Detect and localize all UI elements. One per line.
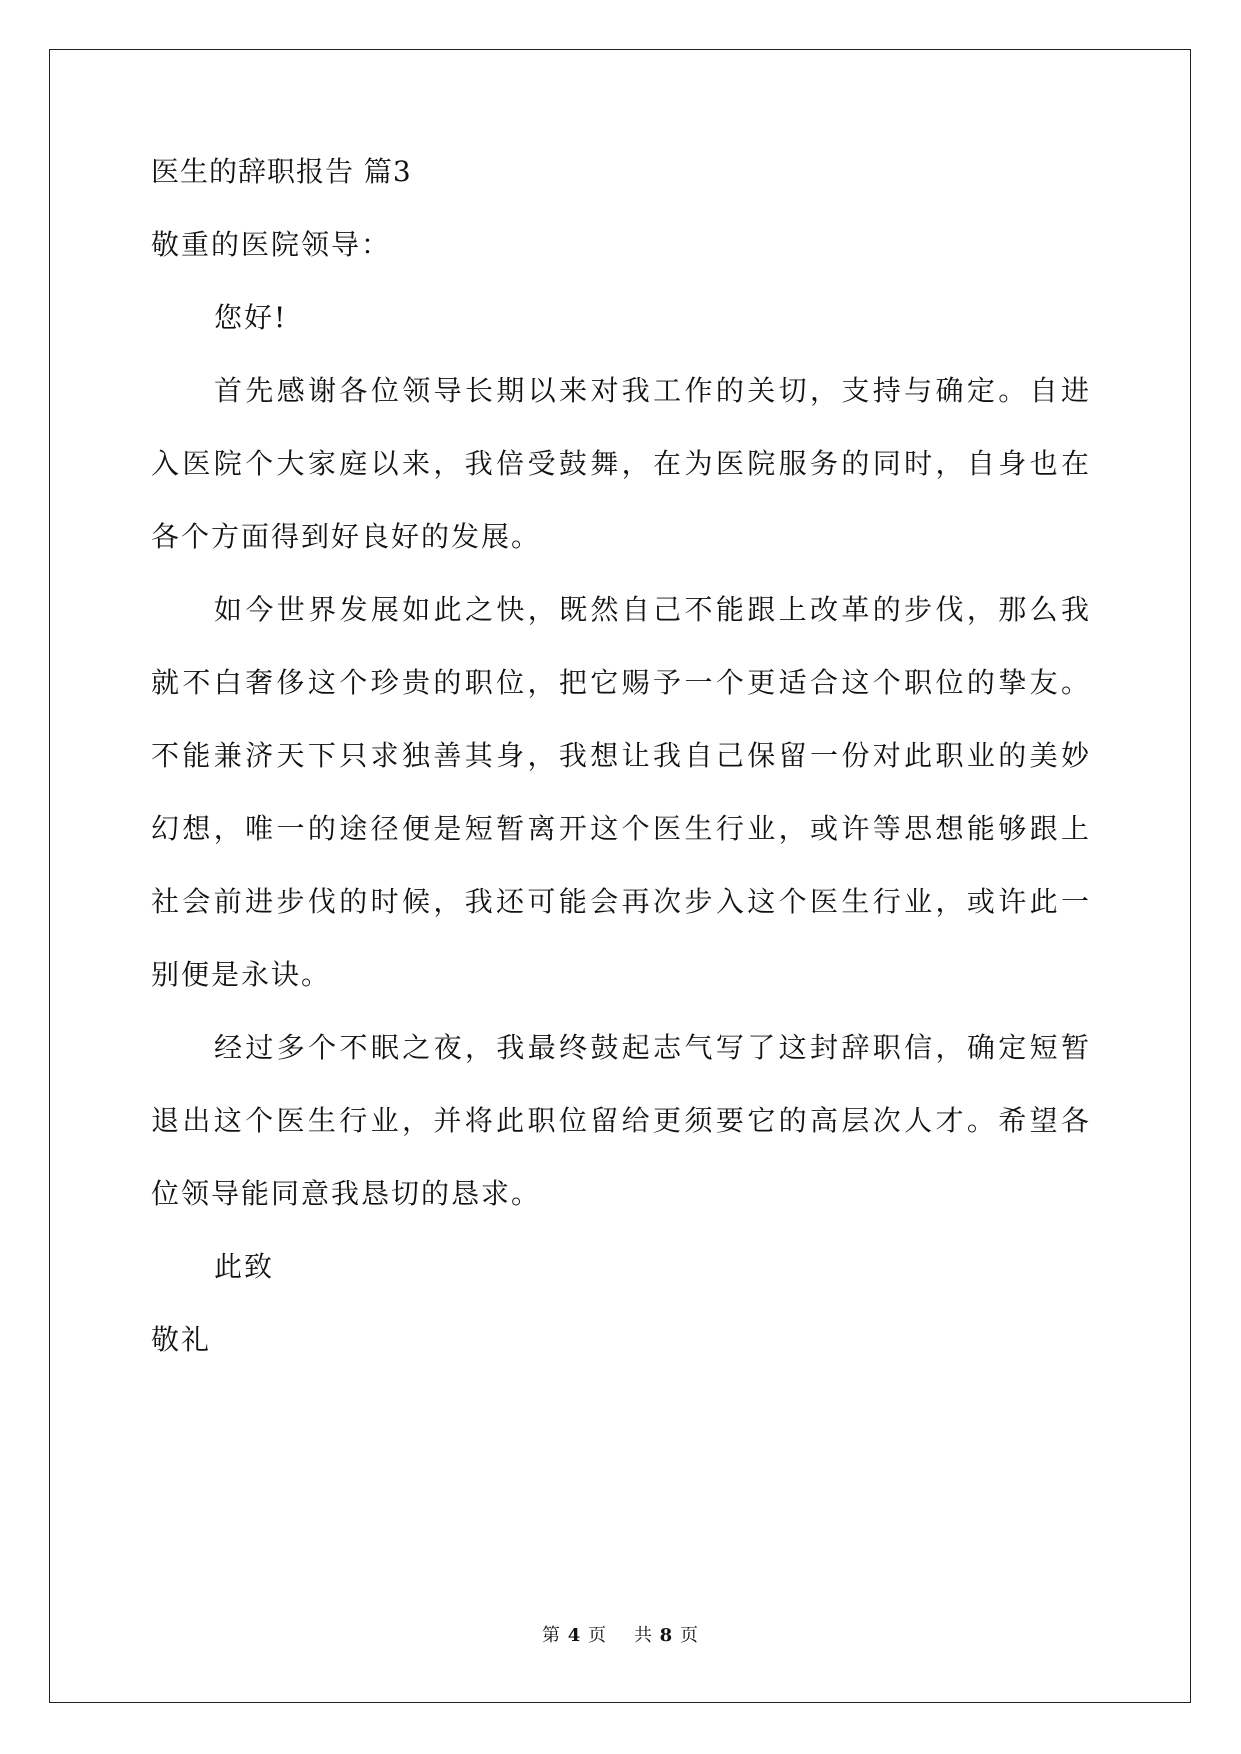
closing-jingli: 敬礼 <box>151 1323 212 1356</box>
document-title: 医生的辞职报告 篇3 <box>151 155 412 188</box>
paragraph-1-line-1: 首先感谢各位领导长期以来对我工作的关切，支持与确定。自进 <box>214 374 1091 407</box>
footer-total-prefix: 共 <box>633 1625 653 1646</box>
paragraph-2-line-1: 如今世界发展如此之快，既然自己不能跟上改革的步伐，那么我 <box>214 593 1091 626</box>
paragraph-3-line-2: 退出这个医生行业，并将此职位留给更须要它的高层次人才。希望各 <box>151 1104 1091 1137</box>
footer-prefix: 第 <box>542 1625 562 1646</box>
footer-page-unit: 页 <box>588 1625 608 1646</box>
paragraph-2-line-2: 就不白奢侈这个珍贵的职位，把它赐予一个更适合这个职位的挚友。 <box>151 666 1091 699</box>
paragraph-3-line-1: 经过多个不眠之夜，我最终鼓起志气写了这封辞职信，确定短暂 <box>214 1031 1091 1064</box>
paragraph-1-line-2: 入医院个大家庭以来，我倍受鼓舞，在为医院服务的同时，自身也在 <box>151 447 1091 480</box>
paragraph-2-line-4: 幻想，唯一的途径便是短暂离开这个医生行业，或许等思想能够跟上 <box>151 812 1091 845</box>
total-page-count: 8 <box>659 1625 674 1646</box>
greeting: 您好! <box>214 301 288 334</box>
footer-total-unit: 页 <box>679 1625 699 1646</box>
paragraph-2-line-6: 别便是永诀。 <box>151 958 332 991</box>
current-page-number: 4 <box>567 1625 582 1646</box>
closing-zhici: 此致 <box>214 1250 275 1283</box>
page-number-footer <box>0 1624 1241 1648</box>
paragraph-1-line-3: 各个方面得到好良好的发展。 <box>151 520 542 553</box>
salutation: 敬重的医院领导： <box>151 228 392 261</box>
paragraph-3-line-3: 位领导能同意我恳切的恳求。 <box>151 1177 542 1210</box>
paragraph-2-line-5: 社会前进步伐的时候，我还可能会再次步入这个医生行业，或许此一 <box>151 885 1091 918</box>
paragraph-2-line-3: 不能兼济天下只求独善其身，我想让我自己保留一份对此职业的美妙 <box>151 739 1091 772</box>
